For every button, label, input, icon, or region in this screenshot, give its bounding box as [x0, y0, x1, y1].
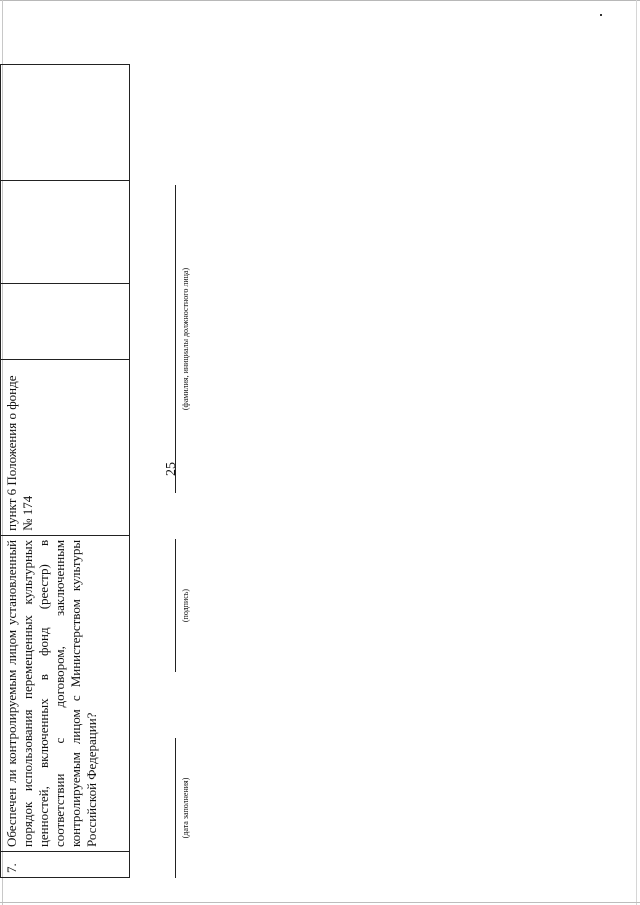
signature-caption: (подпись): [175, 539, 192, 672]
scan-edge-right: [636, 0, 637, 905]
scan-speck: [600, 14, 602, 16]
row-legal-basis: пункт 6 Положения о фонде № 174: [1, 359, 129, 535]
date-caption: (дата заполнения): [175, 738, 192, 878]
official-name-caption: (фамилия, инициалы должностного лица): [175, 185, 192, 493]
row-answer-cell-1: [1, 283, 129, 359]
row-answer-cell-3: [1, 65, 129, 180]
row-number: 7.: [1, 851, 129, 877]
scan-edge-bottom: [0, 902, 640, 903]
scan-edge-top: [0, 0, 640, 11]
checklist-table: [0, 64, 130, 878]
row-answer-cell-2: [1, 180, 129, 284]
row-question: Обеспечен ли контролируемым лицом установленный порядок использования перемещенных культурных ценностей, включенных в фонд (реестр) в соответствии с договором, заключенным контролируемым лицом с Министерством культуры Российской Федерации?: [1, 535, 129, 851]
rotated-page: [0, 15, 230, 885]
page-number: 25: [164, 462, 179, 476]
